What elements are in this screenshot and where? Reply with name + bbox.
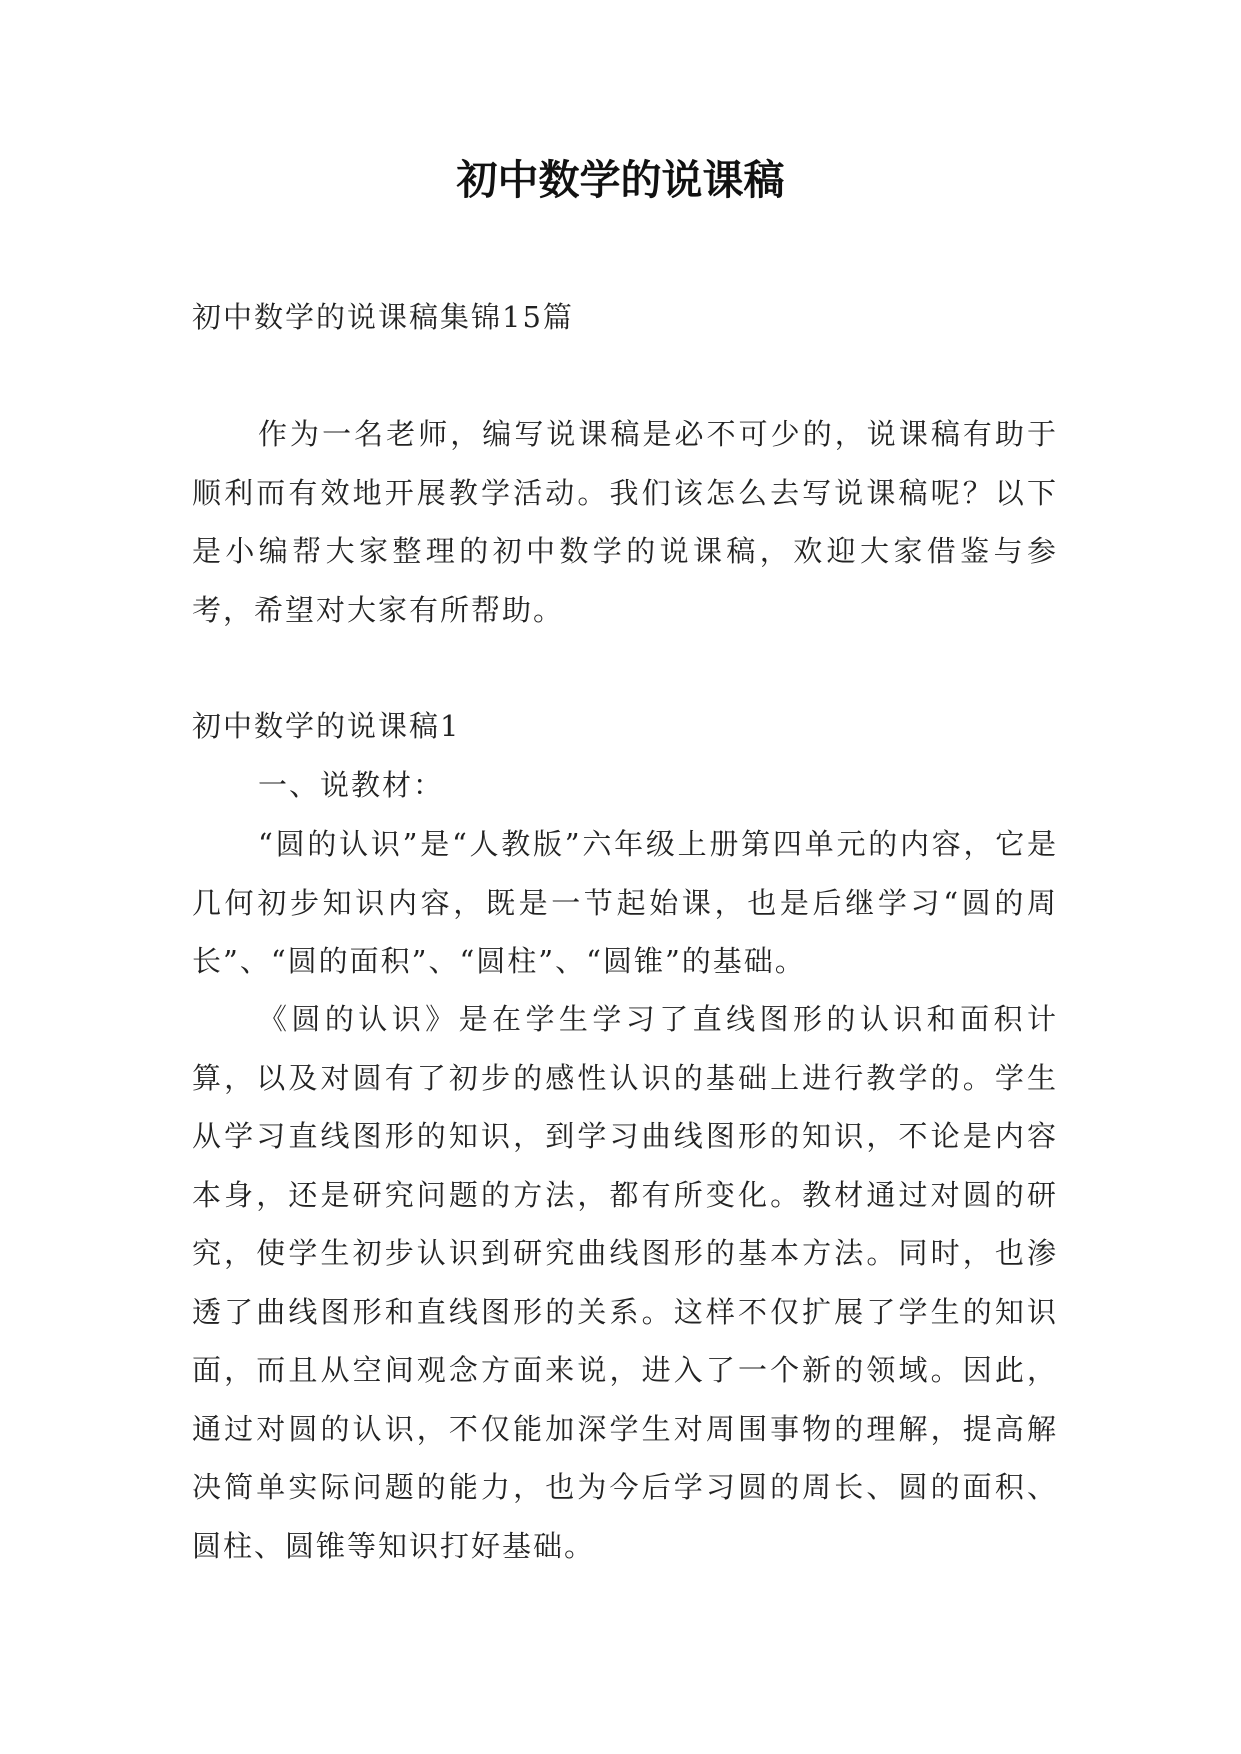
- sub-heading: 一、说教材：: [258, 768, 445, 802]
- document-title: 初中数学的说课稿: [456, 156, 785, 204]
- document-subtitle: 初中数学的说课稿集锦15篇: [192, 300, 574, 334]
- section-heading: 初中数学的说课稿1: [192, 709, 461, 743]
- intro-paragraph: 作为一名老师，编写说课稿是必不可少的，说课稿有助于顺利而有效地开展教学活动。我们该怎么去写说课稿呢？以下是小编帮大家整理的初中数学的说课稿，欢迎大家借鉴与参考，希望对大家有所帮助。: [192, 417, 1058, 627]
- body-paragraph-2: 《圆的认识》是在学生学习了直线图形的认识和面积计算，以及对圆有了初步的感性认识的基础上进行教学的。学生从学习直线图形的知识，到学习曲线图形的知识，不论是内容本身，还是研究问题的方法，都有所变化。教材通过对圆的研究，使学生初步认识到研究曲线图形的基本方法。同时，也渗透了曲线图形和直线图形的关系。这样不仅扩展了学生的知识面，而且从空间观念方面来说，进入了一个新的领域。因此，通过对圆的认识，不仅能加深学生对周围事物的理解，提高解决简单实际问题的能力，也为今后学习圆的周长、圆的面积、圆柱、圆锥等知识打好基础。: [192, 1002, 1058, 1563]
- body-paragraph-1: “圆的认识”是“人教版”六年级上册第四单元的内容，它是几何初步知识内容，既是一节起始课，也是后继学习“圆的周长”、“圆的面积”、“圆柱”、“圆锥”的基础。: [192, 827, 1058, 978]
